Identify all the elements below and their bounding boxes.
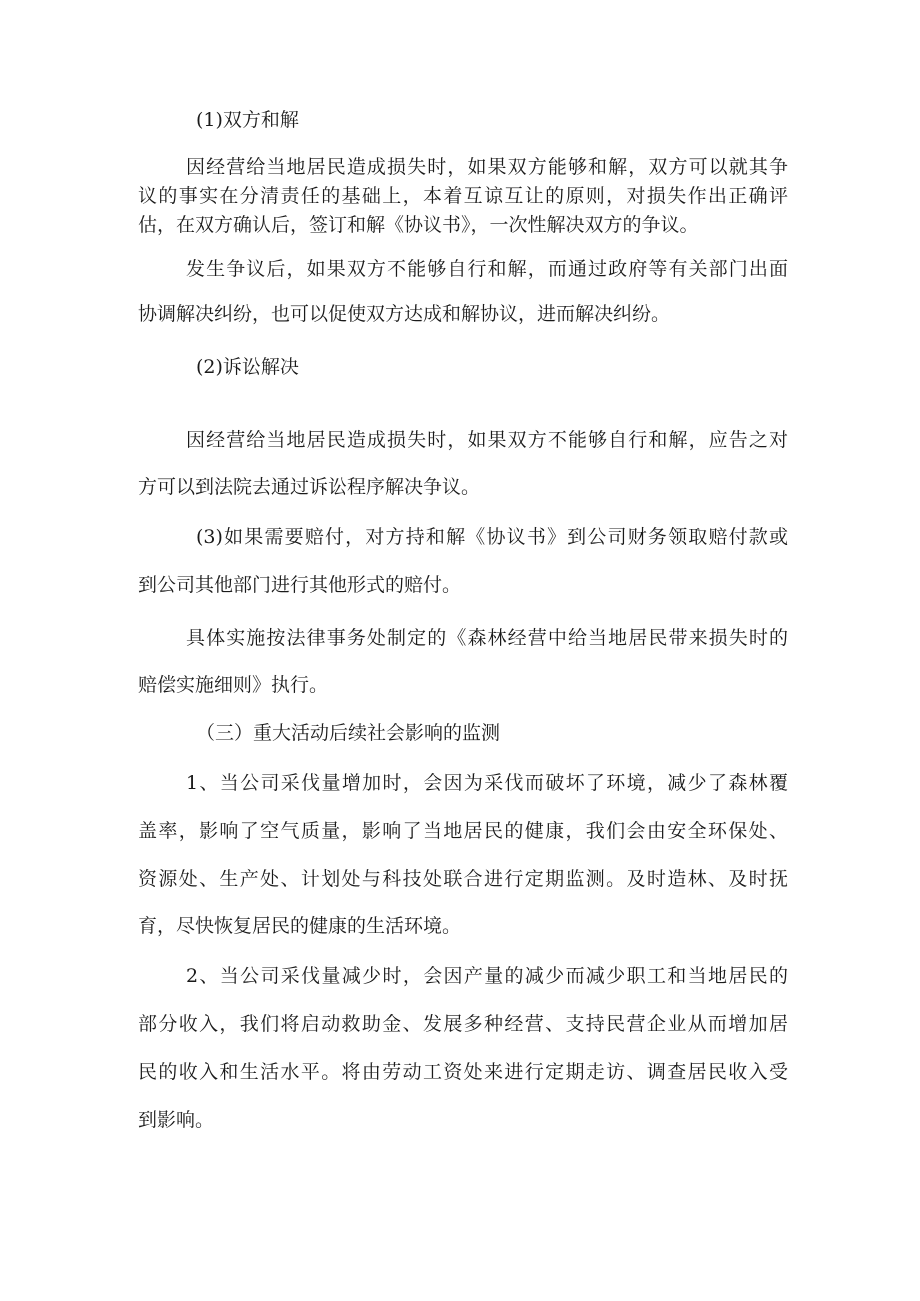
paragraph-line: 因经营给当地居民造成损失时，如果双方不能够自行和解，应告之对 <box>186 429 788 451</box>
paragraph-line: 具体实施按法律事务处制定的《森林经营中给当地居民带来损失时的 <box>186 627 788 649</box>
paragraph-line: 盖率，影响了空气质量，影响了当地居民的健康，我们会由安全环保处、 <box>138 820 788 842</box>
paragraph-line: 育，尽快恢复居民的健康的生活环境。 <box>138 915 462 937</box>
paragraph-line: 民的收入和生活水平。将由劳动工资处来进行定期走访、调查居民收入受 <box>138 1061 788 1083</box>
paragraph-line: 议的事实在分清责任的基础上，本着互谅互让的原则，对损失作出正确评 <box>138 185 788 207</box>
paragraph-line: 部分收入，我们将启动救助金、发展多种经营、支持民营企业从而增加居 <box>138 1013 788 1035</box>
section-heading-compensation: (3)如果需要赔付，对方持和解《协议书》到公司财务领取赔付款或 <box>196 526 788 548</box>
section-heading-monitoring: （三）重大活动后续社会影响的监测 <box>196 722 501 744</box>
paragraph-line: 到影响。 <box>138 1109 215 1131</box>
paragraph-line: 估，在双方确认后，签订和解《协议书》，一次性解决双方的争议。 <box>138 214 699 236</box>
paragraph-line: 方可以到法院去通过诉讼程序解决争议。 <box>138 476 481 498</box>
paragraph-line: 资源处、生产处、计划处与科技处联合进行定期监测。及时造林、及时抚 <box>138 868 788 890</box>
paragraph-line: 协调解决纠纷，也可以促使双方达成和解协议，进而解决纠纷。 <box>138 303 671 325</box>
section-heading-mutual-settlement: (1)双方和解 <box>196 109 299 131</box>
paragraph-line: 赔偿实施细则》执行。 <box>138 674 329 696</box>
paragraph-line: 发生争议后，如果双方不能够自行和解，而通过政府等有关部门出面 <box>186 258 788 280</box>
paragraph-line: 1、当公司采伐量增加时，会因为采伐而破坏了环境，减少了森林覆 <box>186 772 788 794</box>
paragraph-line: 2、当公司采伐量减少时，会因产量的减少而减少职工和当地居民的 <box>186 965 788 987</box>
paragraph-line: 因经营给当地居民造成损失时，如果双方能够和解，双方可以就其争 <box>186 156 788 178</box>
section-heading-litigation: (2)诉讼解决 <box>196 356 299 378</box>
paragraph-line: 到公司其他部门进行其他形式的赔付。 <box>138 574 462 596</box>
